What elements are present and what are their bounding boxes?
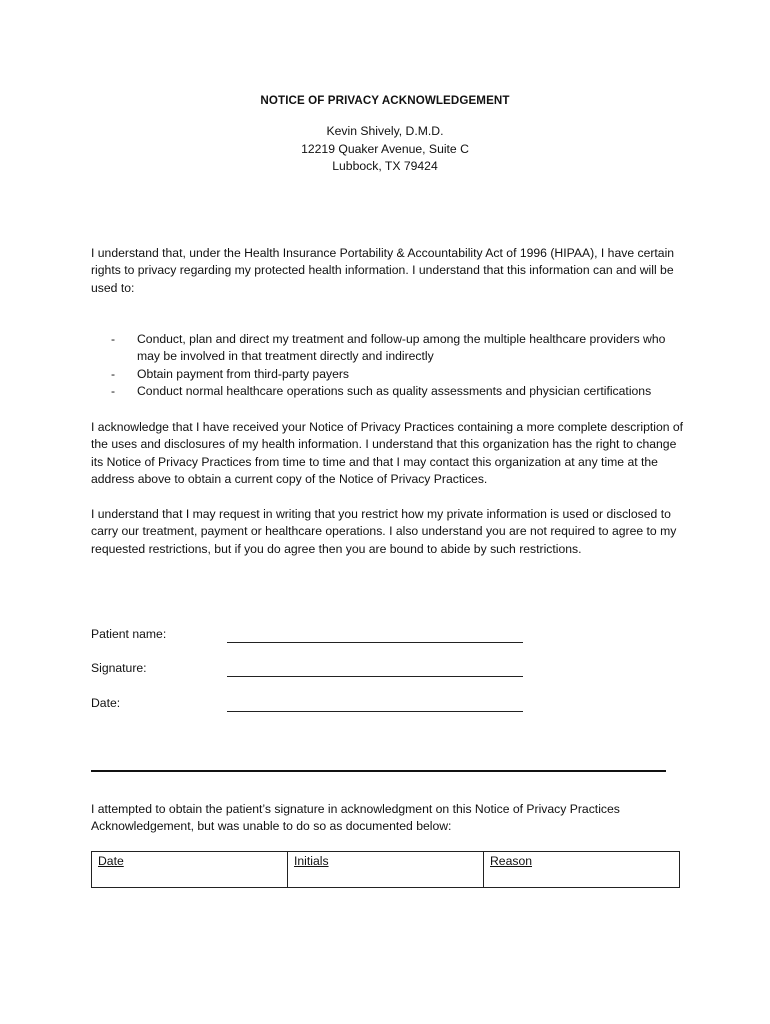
- list-item-text: Obtain payment from third-party payers: [137, 366, 350, 381]
- patient-name-row: [91, 627, 531, 647]
- list-dash: -: [111, 332, 116, 346]
- usage-list: [91, 331, 691, 401]
- patient-name-label: Patient name:: [91, 627, 167, 641]
- list-item: [91, 383, 691, 400]
- initials-column-header: Initials: [294, 854, 329, 868]
- hipaa-rights-paragraph: I understand that, under the Health Insurance Portability & Accountability Act of 1996 (HIPAA), I have certain rights to privacy regarding my protected health information. I understand that this information can and will be used to:: [91, 246, 675, 295]
- date-column-header: Date: [98, 854, 124, 868]
- table-row: [92, 852, 680, 888]
- signature-label: Signature:: [91, 661, 147, 675]
- section-divider: [91, 770, 666, 772]
- document-title: NOTICE OF PRIVACY ACKNOWLEDGEMENT: [260, 94, 510, 107]
- unable-to-obtain-paragraph: I attempted to obtain the patient’s signature in acknowledgment on this Notice of Privacy Practices Acknowledgement, but was unable to do so as documented below:: [91, 802, 620, 834]
- reason-column-cell[interactable]: [484, 852, 680, 888]
- restriction-paragraph: I understand that I may request in writing that you restrict how my private information is used or disclosed to carry our treatment, payment or healthcare operations. I also understand you are not required to agree to my requested restrictions, but if you do agree then you are bound to abide by such restrictions.: [91, 507, 677, 556]
- attempt-log-table: [91, 851, 680, 888]
- date-column-cell[interactable]: [92, 852, 288, 888]
- list-dash: -: [111, 366, 116, 381]
- list-item: [91, 366, 691, 383]
- practice-address-line2: Lubbock, TX 79424: [332, 159, 438, 173]
- patient-name-field[interactable]: [227, 627, 523, 643]
- acknowledgement-paragraph: I acknowledge that I have received your Notice of Privacy Practices containing a more complete description of the uses and disclosures of my health information. I understand that this organization has the right to change its Notice of Privacy Practices from time to time and that I may contact this organization at any time at the address above to obtain a current copy of the Notice of Privacy Practices.: [91, 420, 684, 487]
- list-item: [91, 331, 691, 366]
- list-dash: -: [111, 384, 116, 399]
- initials-column-cell[interactable]: [288, 852, 484, 888]
- practice-address-line1: 12219 Quaker Avenue, Suite C: [301, 141, 469, 156]
- practice-header: [0, 123, 770, 176]
- list-item-text: Conduct, plan and direct my treatment and follow-up among the multiple healthcare providers who may be involved in that treatment directly and indirectly: [137, 332, 666, 364]
- signature-field[interactable]: [227, 661, 523, 677]
- signature-row: [91, 661, 531, 681]
- date-label: Date:: [91, 696, 121, 710]
- list-item-text: Conduct normal healthcare operations such as quality assessments and physician certifications: [137, 384, 652, 399]
- date-field[interactable]: [227, 696, 523, 712]
- date-row: [91, 696, 531, 716]
- practice-name: Kevin Shively, D.M.D.: [326, 124, 444, 138]
- reason-column-header: Reason: [490, 854, 533, 868]
